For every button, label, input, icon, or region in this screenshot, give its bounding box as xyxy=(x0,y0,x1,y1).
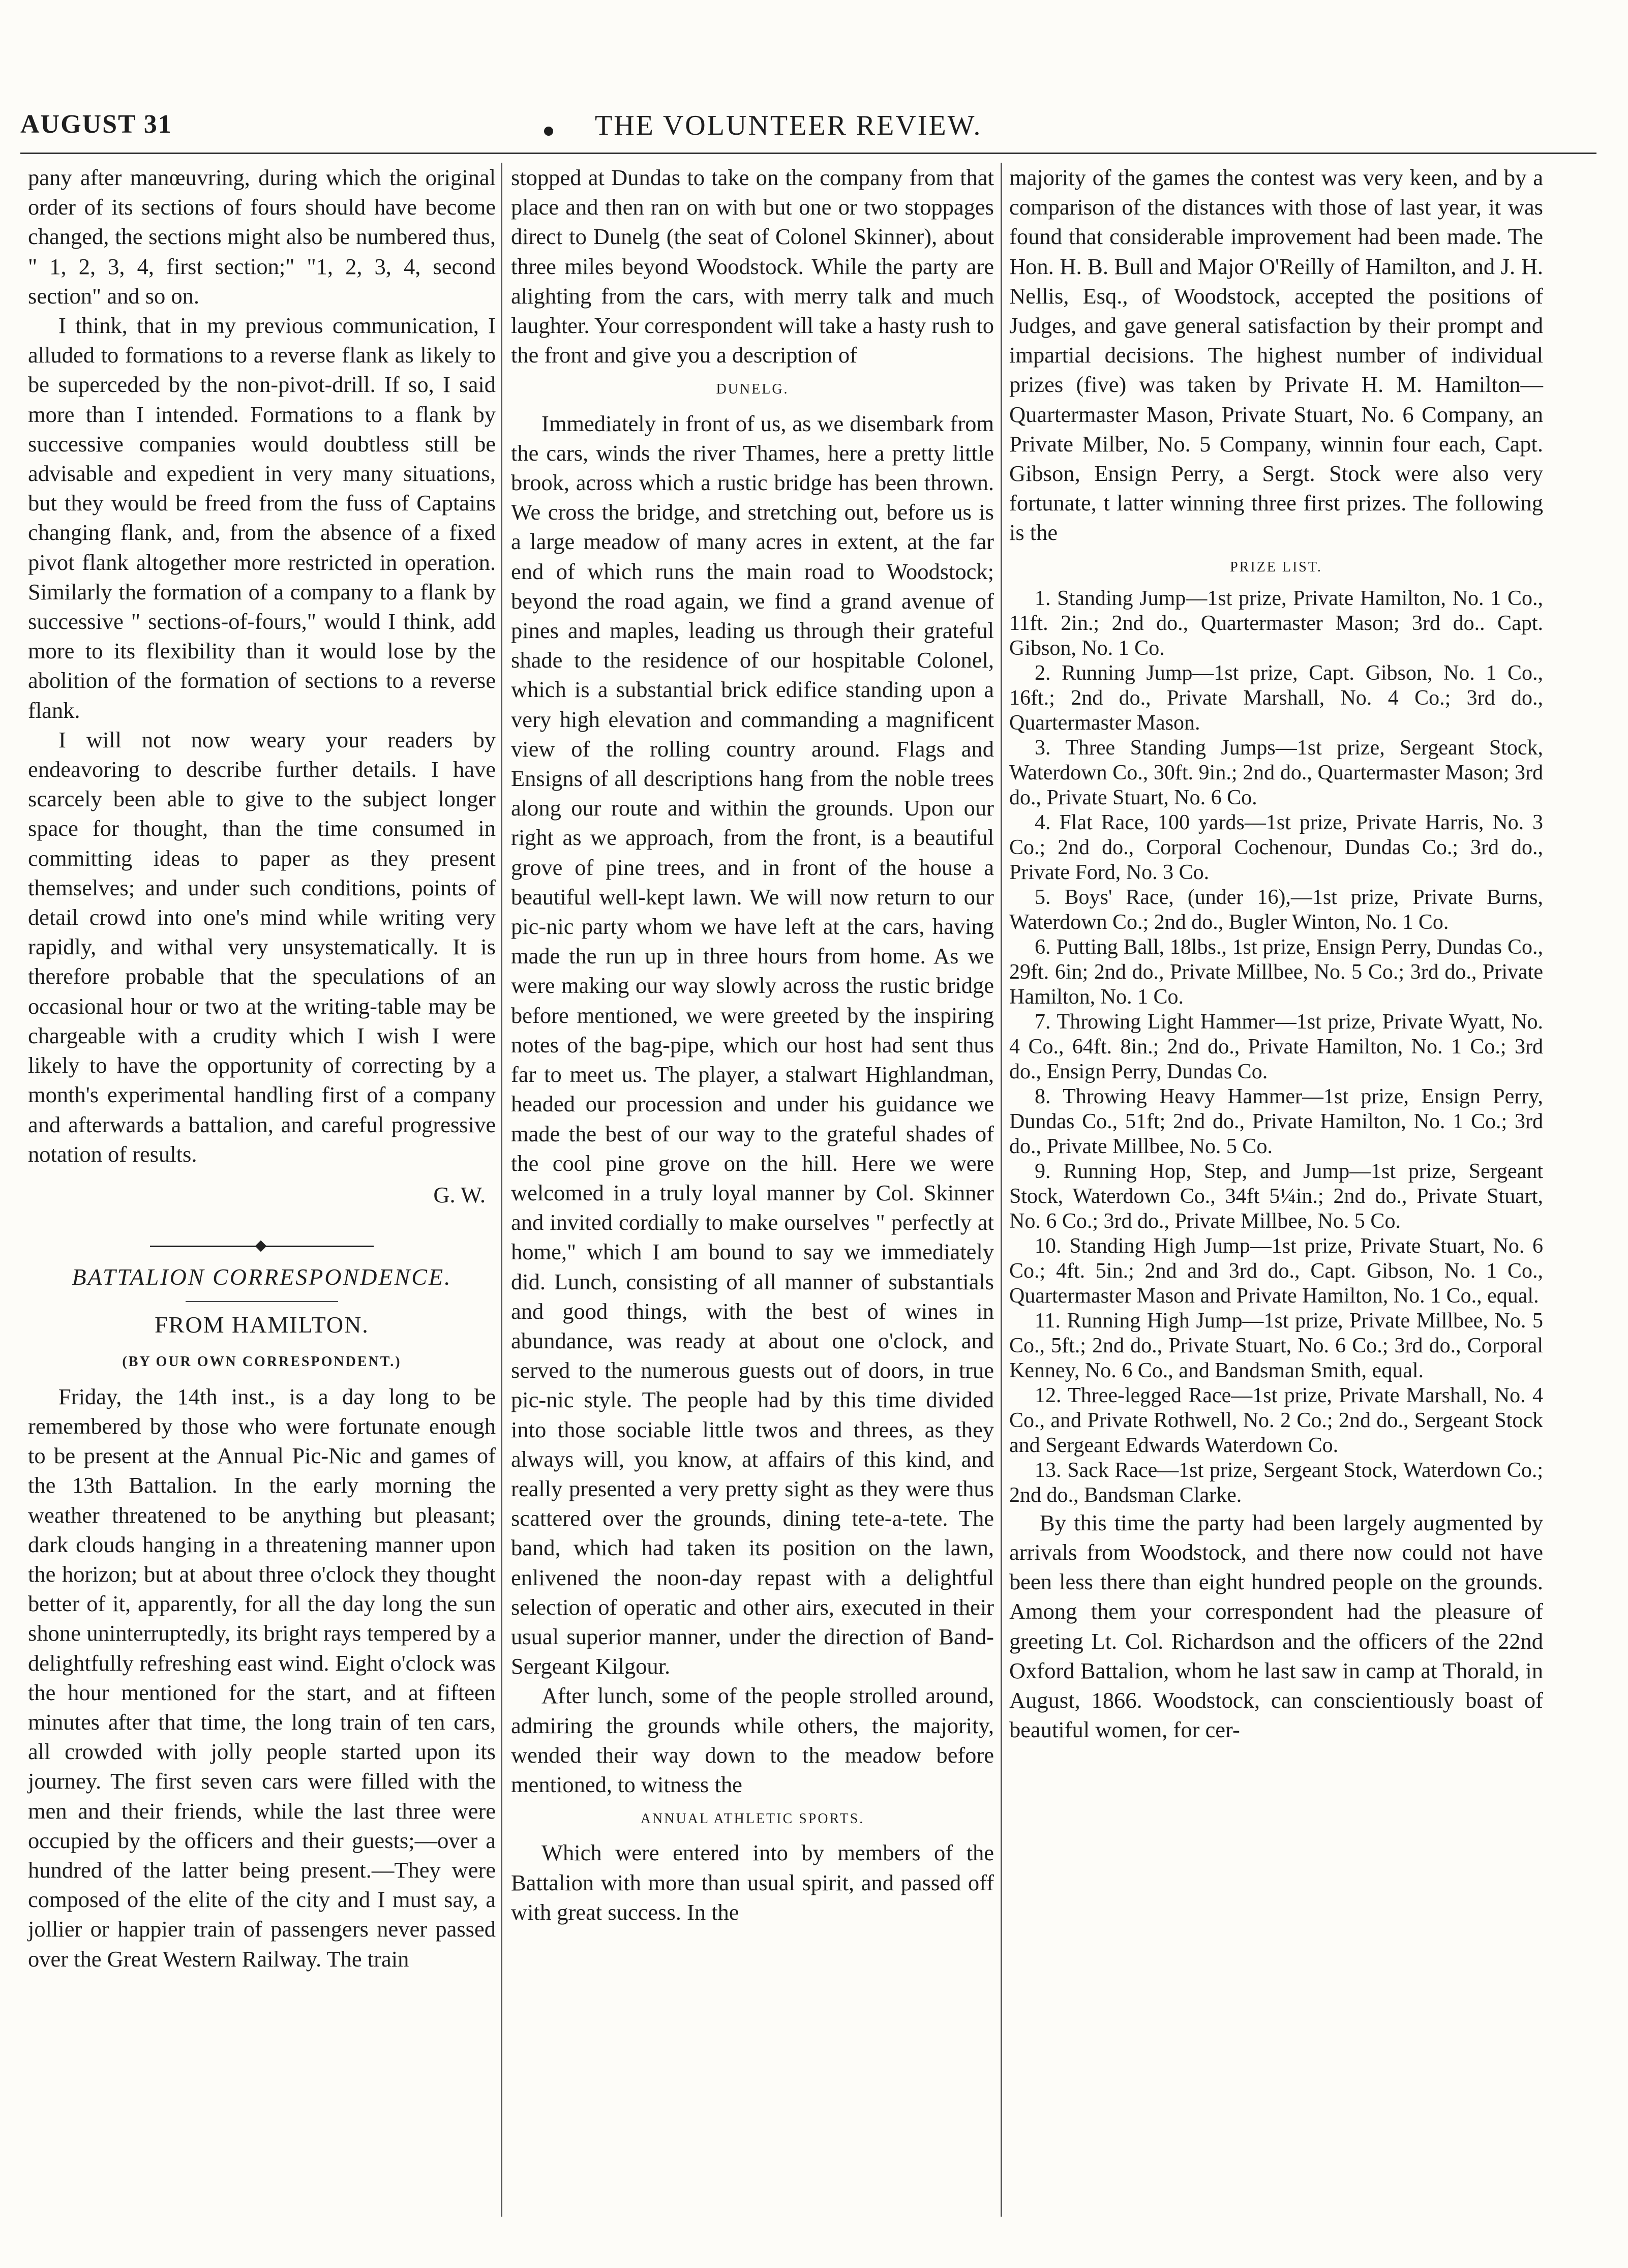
subsection-title: FROM HAMILTON. xyxy=(155,1312,369,1338)
article-paragraph: stopped at Dundas to take on the company from that place and then ran on with but one or two stoppages direct to Dunelg (the seat of Colonel Skinner), about three miles beyond Woodstock. While the party are alighting from the cars, with merry talk and much laughter. Your correspondent will take a hasty rush to the front and give you a description of xyxy=(511,165,994,368)
article-paragraph: Immediately in front of us, as we disembark from the cars, winds the river Thames, here a pretty little brook, across which a rustic bridge has been thrown. We cross the bridge, and stretching out, before us is a large meadow of many acres in extent, at the far end of which runs the main road to Woodstock; beyond the road again, we find a grand avenue of pines and maples, leading us through their grateful shade to the residence of our hospitable Colonel, which is a substantial brick edifice standing upon a very high elevation and commanding a magnificent view of the rolling country around. Flags and Ensigns of all descriptions hang from the noble trees along our route and within the grounds. Upon our right as we approach, from the front, is a beautiful grove of pine trees, and in front of the house a beautiful well-kept lawn. We will now return to our pic-nic party whom we have left at the cars, having made the run up in three hours from home. As we were making our way slowly across the rustic bridge before mentioned, we were greeted by the inspiring notes of the bag-pipe, which our host had sent thus far to meet us. The player, a stalwart Highlandman, headed our procession and under his guidance we made the best of our way to the grateful shades of the cool pine grove on the hill. Here we were welcomed in a truly loyal manner by Col. Skinner and invited cordially to make ourselves " perfectly at home," which I am bound to say we immediately did. Lunch, consisting of all manner of substantials and good things, with the best of wines in abundance, was ready at about one o'clock, and served to the numerous guests out of doors, in true pic-nic style. The people had by this time divided into those sociable little twos and threes, as they always will, you know, at affairs of this kind, and really presented a very pretty sight as they were thus scattered over the grounds, dining tete-a-tete. The band, which had taken its position on the lawn, enlivened the noon-day repast with a delightful selection of operatic and other airs, executed in their usual superior manner, under the direction of Band-Sergeant Kilgour. xyxy=(511,410,994,1679)
prize-item: 4. Flat Race, 100 yards—1st prize, Private Harris, No. 3 Co.; 2nd do., Corporal Cochenour, Dundas Co.; 3rd do., Private Ford, No. 3 Co. xyxy=(1009,810,1543,884)
newspaper-title: THE VOLUNTEER REVIEW. xyxy=(595,110,982,141)
article-paragraph: Friday, the 14th inst., is a day long to be remembered by those who were fortunate enough to be present at the Annual Pic-Nic and games of the 13th Battalion. In the early morning the weather threatened to be anything but pleasant; dark clouds hanging in a threatening manner upon the horizon; but at about three o'clock they thought better of it, apparently, for all the day long the sun shone uninterruptedly, its bright rays tempered by a delightfully refreshing east wind. Eight o'clock was the hour mentioned for the start, and at fifteen minutes after that time, the long train of ten cars, all crowded with jolly people started upon its journey. The first seven cars were filled with the men and their friends, while the last three were occupied by the officers and their guests;—over a hundred of the latter being present.—They were composed of the elite of the city and I must say, a jollier or happier train of passengers never passed over the Great Western Railway. The train xyxy=(28,1383,496,1972)
byline: (BY OUR OWN CORRESPONDENT.) xyxy=(122,1353,402,1370)
column-divider-left xyxy=(501,163,502,2217)
prize-item: 13. Sack Race—1st prize, Sergeant Stock, Waterdown Co.; 2nd do., Bandsman Clarke. xyxy=(1009,1458,1543,1507)
column-1 xyxy=(28,163,496,1974)
prize-list xyxy=(1009,586,1543,1508)
article-paragraph: I will not now weary your readers by endeavoring to describe further details. I have scarcely been able to give to the subject longer space for thought, than the time consumed in committing ideas to paper as they present themselves; and under such conditions, points of detail crowd into one's mind while writing very rapidly, and withal very unsystematically. It is therefore probable that the speculations of an occasional hour or two at the writing-table may be chargeable with a crudity which I wish I were likely to have the opportunity of correcting by a month's experimental handling first of a company and afterwards a battalion, and careful progressive notation of results. xyxy=(28,727,496,1167)
prize-item: 2. Running Jump—1st prize, Capt. Gibson, No. 1 Co., 16ft.; 2nd do., Private Marshall, No. 4 Co.; 3rd do., Quartermaster Mason. xyxy=(1009,661,1543,735)
prize-item: 7. Throwing Light Hammer—1st prize, Private Wyatt, No. 4 Co., 64ft. 8in.; 2nd do., Private Hamilton, No. 1 Co.; 3rd do., Ensign Perry, Dundas Co. xyxy=(1009,1010,1543,1083)
prize-item: 12. Three-legged Race—1st prize, Private Marshall, No. 4 Co., and Private Rothwell, No. 2 Co.; 2nd do., Sergeant Stock and Sergeant Edwards Waterdown Co. xyxy=(1009,1383,1543,1457)
article-paragraph: After lunch, some of the people strolled around, admiring the grounds while others, the majority, wended their way down to the meadow before mentioned, to witness the xyxy=(511,1683,994,1797)
article-paragraph: majority of the games the contest was very keen, and by a comparison of the distances with those of last year, it was found that considerable improvement had been made. The Hon. H. B. Bull and Major O'Reilly of Hamilton, and J. H. Nellis, Esq., of Woodstock, accepted the positions of Judges, and gave general satisfaction by their prompt and impartial decisions. The highest number of individual prizes (five) was taken by Private H. M. Hamilton—Quartermaster Mason, Private Stuart, No. 6 Company, an Private Milber, No. 5 Company, winnin four each, Capt. Gibson, Ensign Perry, a Sergt. Stock were also very fortunate, t latter winning three first prizes. The following is the xyxy=(1009,165,1543,546)
article-signature: G. W. xyxy=(433,1182,486,1207)
subheading-dunelg: DUNELG. xyxy=(716,381,789,398)
article-paragraph: By this time the party had been largely augmented by arrivals from Woodstock, and there now could not have been less there than eight hundred people on the grounds. Among them your correspondent had the pleasure of greeting Lt. Col. Richardson and the officers of the 22nd Oxford Battalion, whom he last saw in camp at Thorald, in August, 1866. Woodstock, can conscientiously boast of beautiful women, for cer- xyxy=(1009,1509,1543,1743)
subheading-prize-list: PRIZE LIST. xyxy=(1230,559,1322,575)
column-2 xyxy=(511,163,994,1927)
article-paragraph: Which were entered into by members of the Battalion with more than usual spirit, and passed off with great success. In the xyxy=(511,1840,994,1925)
section-title: BATTALION CORRESPONDENCE. xyxy=(72,1264,452,1290)
prize-item: 5. Boys' Race, (under 16),—1st prize, Private Burns, Waterdown Co.; 2nd do., Bugler Winton, No. 1 Co. xyxy=(1009,885,1543,934)
header-rule xyxy=(20,153,1596,154)
ornament-diamond xyxy=(255,1241,267,1252)
prize-item: 10. Standing High Jump—1st prize, Private Stuart, No. 6 Co.; 4ft. 5in.; 2nd and 3rd do., Capt. Gibson, No. 1 Co., Quartermaster Mason and Private Hamilton, No. 1 Co., equal. xyxy=(1009,1234,1543,1308)
column-3 xyxy=(1009,163,1543,1744)
prize-item: 11. Running High Jump—1st prize, Private Millbee, No. 5 Co., 5ft.; 2nd do., Private Stuart, No. 6 Co.; 3rd do., Corporal Kenney, No. 6 Co., and Bandsman Smith, equal. xyxy=(1009,1309,1543,1382)
section-underline xyxy=(186,1301,338,1302)
prize-item: 9. Running Hop, Step, and Jump—1st prize, Sergeant Stock, Waterdown Co., 34ft 5¼in.; 2nd do., Private Stuart, No. 6 Co.; 3rd do., Private Millbee, No. 5 Co. xyxy=(1009,1159,1543,1233)
prize-item: 8. Throwing Heavy Hammer—1st prize, Ensign Perry, Dundas Co., 51ft; 2nd do., Private Hamilton, No. 1 Co.; 3rd do., Private Millbee, No. 5 Co. xyxy=(1009,1084,1543,1158)
subheading-athletic-sports: ANNUAL ATHLETIC SPORTS. xyxy=(640,1811,865,1827)
section-ornament xyxy=(150,1241,374,1251)
prize-item: 3. Three Standing Jumps—1st prize, Sergeant Stock, Waterdown Co., 30ft. 9in.; 2nd do., Quartermaster Mason; 3rd do., Private Stuart, No. 6 Co. xyxy=(1009,736,1543,809)
article-paragraph: pany after manœuvring, during which the original order of its sections of fours should have become changed, the sections might also be numbered thus, " 1, 2, 3, 4, first section;" "1, 2, 3, 4, second section" and so on. xyxy=(28,165,496,309)
article-paragraph: I think, that in my previous communication, I alluded to formations to a reverse flank as likely to be superceded by the non-pivot-drill. If so, I said more than I intended. Formations to a flank by successive companies would doubtless still be advisable and expedient in very many situations, but they would be freed from the fuss of Captains changing flank, and, from the absence of a fixed pivot flank altogether more restricted in operation. Similarly the formation of a company to a flank by successive " sections-of-fours," would I think, add more to its flexibility than it would lose by the abolition of the formation of sections to a reverse flank. xyxy=(28,313,496,723)
prize-item: 6. Putting Ball, 18lbs., 1st prize, Ensign Perry, Dundas Co., 29ft. 6in; 2nd do., Private Millbee, No. 5 Co.; 3rd do., Private Hamilton, No. 1 Co. xyxy=(1009,935,1543,1009)
header-bullet xyxy=(544,127,553,136)
issue-date: AUGUST 31 xyxy=(20,110,172,139)
page-header xyxy=(20,109,1607,155)
prize-item: 1. Standing Jump—1st prize, Private Hamilton, No. 1 Co., 11ft. 2in.; 2nd do., Quartermaster Mason; 3rd do.. Capt. Gibson, No. 1 Co. xyxy=(1009,586,1543,660)
column-divider-right xyxy=(1001,163,1002,2217)
